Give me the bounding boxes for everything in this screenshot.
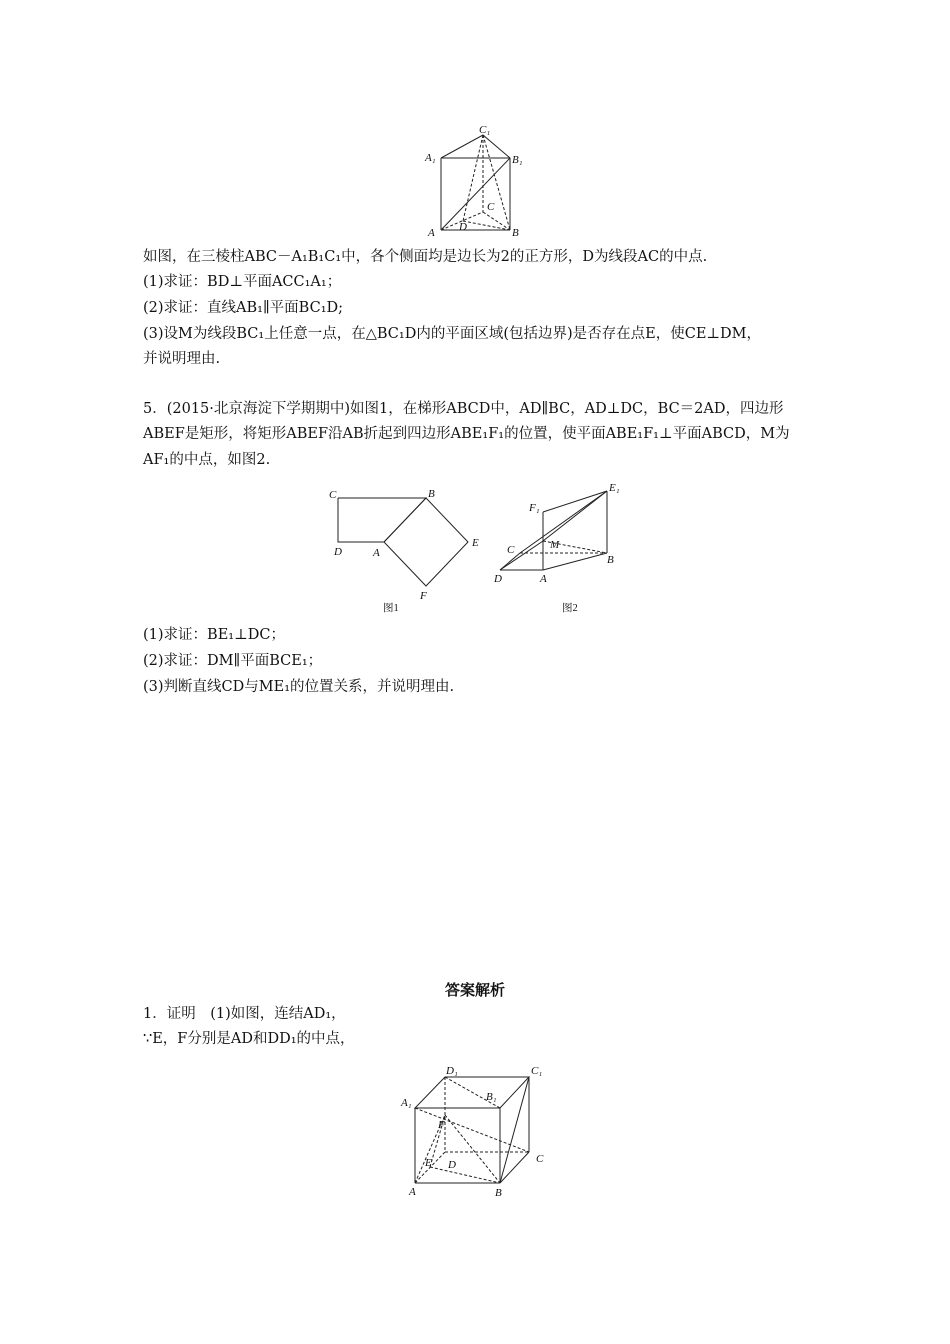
- fig2-label-m: M: [550, 539, 560, 551]
- fig1-label-a: A: [373, 547, 380, 559]
- fig2-label-d: D: [494, 573, 502, 585]
- fig2-label-a: A: [540, 573, 547, 585]
- prism-label-c1: C₁: [479, 124, 491, 136]
- figure-1: [325, 483, 490, 613]
- prism-label-d: D: [459, 221, 467, 233]
- prism-label-a1: A₁: [425, 152, 436, 164]
- fig1-label-b: B: [428, 488, 435, 500]
- cube-label-c: C: [536, 1153, 544, 1165]
- prism-figure: [415, 118, 535, 240]
- prism-label-c: C: [487, 201, 495, 213]
- answers-title: 答案解析: [444, 981, 505, 999]
- fig1-caption: 图1: [383, 603, 399, 613]
- problem5-q2: (2)求证：DM∥平面BCE₁；: [143, 653, 323, 669]
- fig1-label-c: C: [329, 489, 337, 501]
- problem4-q1: (1)求证：BD⊥平面ACC₁A₁；: [143, 274, 342, 290]
- answers-line1: 1．证明 (1)如图，连结AD₁，: [143, 1006, 346, 1022]
- fig2-label-e1: E₁: [609, 482, 620, 494]
- cube-label-d: D: [448, 1159, 456, 1171]
- prism-label-b: B: [512, 227, 519, 239]
- problem5-line3: AF₁的中点，如图2.: [143, 452, 271, 468]
- problem4-q3-line2: 并说明理由.: [143, 351, 221, 367]
- cube-figure: [395, 1058, 560, 1203]
- problem4-intro: 如图，在三棱柱ABC－A₁B₁C₁中，各个侧面均是边长为2的正方形，D为线段AC的中点.: [143, 249, 708, 265]
- fig1-label-e: E: [472, 537, 479, 549]
- fig1-label-f: F: [420, 590, 427, 602]
- cube-label-a1: A₁: [401, 1097, 412, 1109]
- cube-label-b: B: [495, 1187, 502, 1199]
- cube-label-d1: D₁: [446, 1065, 458, 1077]
- fig1-label-d: D: [334, 546, 342, 558]
- problem5-q3: (3)判断直线CD与ME₁的位置关系，并说明理由.: [143, 679, 455, 695]
- problem4-q3-line1: (3)设M为线段BC₁上任意一点，在△BC₁D内的平面区域(包括边界)是否存在点E，使CE⊥DM，: [143, 326, 762, 342]
- answers-line2: ∵E，F分别是AD和DD₁的中点，: [143, 1031, 355, 1047]
- cube-label-a: A: [409, 1186, 416, 1198]
- fig2-caption: 图2: [562, 603, 578, 614]
- problem5-q1: (1)求证：BE₁⊥DC；: [143, 627, 285, 643]
- cube-label-c1: C₁: [531, 1065, 543, 1077]
- problem4-q2: (2)求证：直线AB₁∥平面BC₁D;: [143, 300, 344, 316]
- cube-label-e: E: [425, 1157, 432, 1169]
- figure-2: [490, 480, 625, 615]
- fig2-label-b: B: [607, 554, 614, 566]
- fig2-label-c: C: [507, 544, 515, 556]
- fig2-label-f1: F₁: [529, 502, 540, 514]
- cube-label-b1: B₁: [486, 1091, 497, 1103]
- prism-label-a: A: [428, 227, 435, 239]
- problem5-line2: ABEF是矩形，将矩形ABEF沿AB折起到四边形ABE₁F₁的位置，使平面ABE₁F₁⊥平面ABCD，M为: [143, 426, 790, 442]
- prism-label-b1: B₁: [512, 154, 523, 166]
- problem5-line1: 5．(2015·北京海淀下学期期中)如图1，在梯形ABCD中，AD∥BC，AD⊥DC，BC＝2AD，四边形: [143, 401, 784, 417]
- cube-label-f: F: [438, 1119, 445, 1131]
